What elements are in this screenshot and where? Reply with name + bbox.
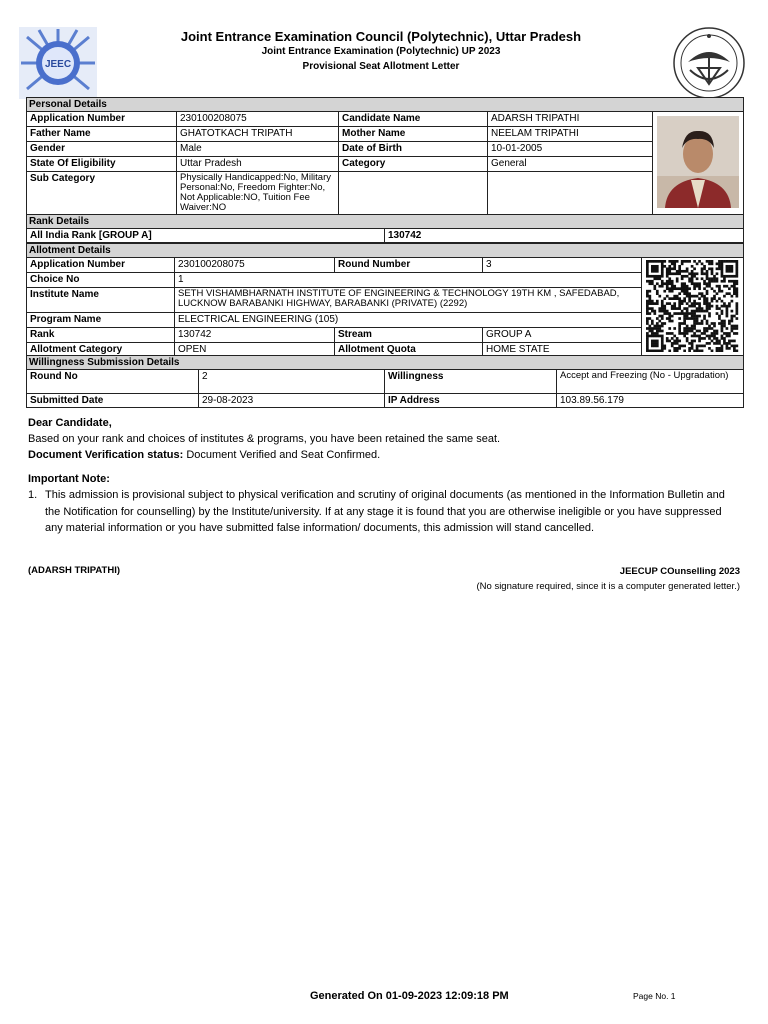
willingness-label: Willingness	[385, 370, 557, 394]
program-name-label: Program Name	[27, 313, 175, 328]
father-name-label: Father Name	[27, 127, 177, 142]
candidate-name-value: ADARSH TRIPATHI	[488, 112, 653, 127]
application-number-label: Application Number	[27, 112, 177, 127]
rank-label: Rank	[27, 328, 175, 343]
dob-label: Date of Birth	[339, 142, 488, 157]
important-note-item	[28, 487, 740, 537]
exam-subtitle: Joint Entrance Examination (Polytechnic) UP 2023	[261, 46, 501, 57]
ip-address-value: 103.89.56.179	[557, 394, 744, 408]
allotment-category-label: Allotment Category	[27, 343, 175, 358]
council-title: Joint Entrance Examination Council (Polytechnic), Uttar Pradesh	[180, 29, 582, 44]
choice-no-label: Choice No	[27, 273, 175, 288]
document-verification-line	[28, 447, 380, 464]
personal-details-heading: Personal Details	[27, 98, 744, 112]
sub-category-label: Sub Category	[27, 172, 177, 216]
state-value: Uttar Pradesh	[177, 157, 339, 172]
photo-cell	[653, 112, 744, 216]
greeting: Dear Candidate,	[28, 417, 112, 429]
important-note-title: Important Note:	[28, 473, 110, 485]
sub-category-value: Physically Handicapped:No, Military Personal:No, Freedom Fighter:No, Not Applicable:NO, Tuition Fee Waiver:NO	[177, 172, 339, 216]
rank-details-heading: Rank Details	[27, 215, 744, 229]
mother-name-value: NEELAM TRIPATHI	[488, 127, 653, 142]
mother-name-label: Mother Name	[339, 127, 488, 142]
counselling-org: JEECUP COunselling 2023	[619, 566, 740, 577]
letter-header	[0, 0, 768, 96]
page-number: Page No. 1	[633, 991, 676, 1001]
round-no-label: Round No	[27, 370, 199, 394]
round-no-value: 2	[199, 370, 385, 394]
institute-name-value: SETH VISHAMBHARNATH INSTITUTE OF ENGINEERING & TECHNOLOGY 19TH KM , SAFEDABAD, LUCKNOW BARABANKI HIGHWAY, BARABANKI (PRIVATE) (2292)	[175, 288, 642, 313]
submitted-date-label: Submitted Date	[27, 394, 199, 408]
submitted-date-value: 29-08-2023	[199, 394, 385, 408]
personal-details-table	[26, 97, 744, 216]
round-number-label: Round Number	[335, 258, 483, 273]
candidate-photo	[657, 116, 739, 208]
svg-text:JEEC: JEEC	[44, 59, 72, 70]
category-value: General	[488, 157, 653, 172]
institute-name-label: Institute Name	[27, 288, 175, 313]
qr-code	[644, 260, 740, 352]
candidate-signature-name: (ADARSH TRIPATHI)	[28, 565, 120, 576]
allot-application-number-label: Application Number	[27, 258, 175, 273]
retained-seat-line: Based on your rank and choices of institutes & programs, you have been retained the same seat.	[28, 433, 501, 445]
father-name-value: GHATOTKACH TRIPATH	[177, 127, 339, 142]
willingness-value: Accept and Freezing (No - Upgradation)	[557, 370, 744, 394]
program-name-value: ELECTRICAL ENGINEERING (105)	[175, 313, 642, 328]
stream-label: Stream	[335, 328, 483, 343]
rank-value: 130742	[175, 328, 335, 343]
note-text: This admission is provisional subject to physical verification and scrutiny of original documents (as mentioned in the Information Bulletin and the Notification for counselling) by the Institute/university. If at any stage it is found that you are otherwise ineligible or you have suppressed any material information or you have submitted false information/ documents, this admission will stand cancelled.	[45, 489, 725, 534]
allotment-details-table	[26, 243, 744, 358]
allotment-quota-label: Allotment Quota	[335, 343, 483, 358]
note-number: 1.	[28, 489, 38, 501]
round-number-value: 3	[483, 258, 642, 273]
gender-label: Gender	[27, 142, 177, 157]
dv-status-value: Document Verified and Seat Confirmed.	[186, 449, 381, 461]
allotment-details-heading: Allotment Details	[27, 244, 744, 258]
up-govt-seal	[672, 26, 746, 100]
letter-title: Provisional Seat Allotment Letter	[302, 61, 460, 72]
generated-on: Generated On 01-09-2023 12:09:18 PM	[310, 990, 509, 1002]
category-label: Category	[339, 157, 488, 172]
candidate-name-label: Candidate Name	[339, 112, 488, 127]
rank-details-table	[26, 214, 744, 243]
no-signature-note: (No signature required, since it is a computer generated letter.)	[476, 581, 740, 592]
application-number-value: 230100208075	[177, 112, 339, 127]
dv-status-label: Document Verification status:	[28, 449, 184, 461]
allotment-category-value: OPEN	[175, 343, 335, 358]
willingness-heading: Willingness Submission Details	[27, 356, 744, 370]
allot-application-number-value: 230100208075	[175, 258, 335, 273]
dob-value: 10-01-2005	[488, 142, 653, 157]
willingness-table	[26, 355, 744, 408]
choice-no-value: 1	[175, 273, 642, 288]
ip-address-label: IP Address	[385, 394, 557, 408]
allotment-quota-value: HOME STATE	[483, 343, 642, 358]
stream-value: GROUP A	[483, 328, 642, 343]
all-india-rank-label: All India Rank [GROUP A]	[27, 229, 385, 243]
gender-value: Male	[177, 142, 339, 157]
state-label: State Of Eligibility	[27, 157, 177, 172]
all-india-rank-value: 130742	[385, 229, 744, 243]
qr-code-cell	[642, 258, 744, 358]
